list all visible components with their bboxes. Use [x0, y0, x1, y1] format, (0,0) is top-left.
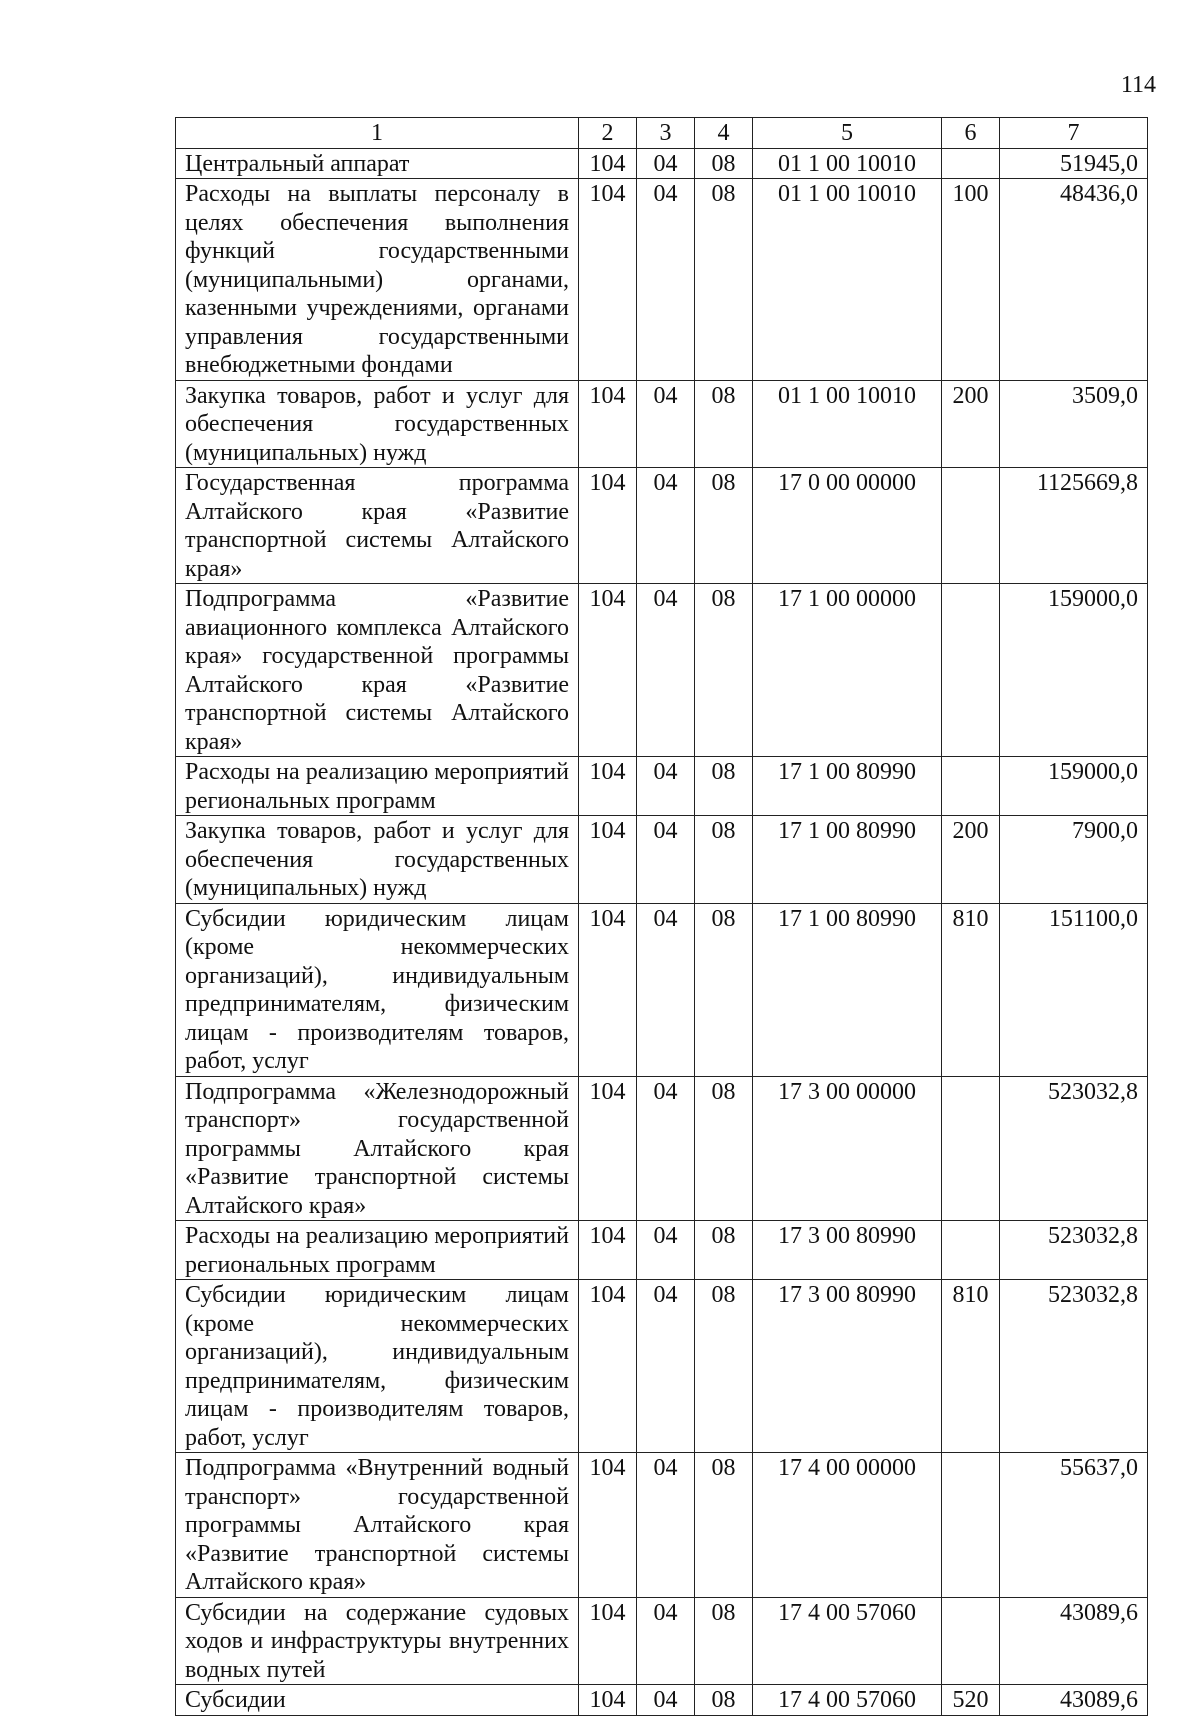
section-cell: 04	[637, 1221, 695, 1280]
expense-type-cell: 100	[942, 179, 1000, 381]
ministry-cell: 104	[579, 1597, 637, 1685]
section-cell: 04	[637, 1076, 695, 1221]
header-col-4: 4	[695, 118, 753, 149]
section-cell: 04	[637, 903, 695, 1076]
amount-cell: 3509,0	[1000, 380, 1148, 468]
target-article-cell: 17 1 00 80990	[753, 816, 942, 904]
name-cell: Расходы на реализацию мероприятий региональных программ	[176, 757, 579, 816]
section-cell: 04	[637, 1453, 695, 1598]
section-cell: 04	[637, 468, 695, 584]
name-cell: Субсидии юридическим лицам (кроме некоммерческих организаций), индивидуальным предпринимателям, физическим лицам - производителям товаров, работ, услуг	[176, 903, 579, 1076]
subsection-cell: 08	[695, 179, 753, 381]
subsection-cell: 08	[695, 468, 753, 584]
amount-cell: 55637,0	[1000, 1453, 1148, 1598]
name-cell: Закупка товаров, работ и услуг для обеспечения государственных (муниципальных) нужд	[176, 816, 579, 904]
name-cell: Государственная программа Алтайского края «Развитие транспортной системы Алтайского края»	[176, 468, 579, 584]
subsection-cell: 08	[695, 1597, 753, 1685]
section-cell: 04	[637, 1685, 695, 1716]
ministry-cell: 104	[579, 468, 637, 584]
target-article-cell: 17 3 00 80990	[753, 1280, 942, 1453]
ministry-cell: 104	[579, 1453, 637, 1598]
name-cell: Субсидии юридическим лицам (кроме некоммерческих организаций), индивидуальным предпринимателям, физическим лицам - производителям товаров, работ, услуг	[176, 1280, 579, 1453]
target-article-cell: 01 1 00 10010	[753, 148, 942, 179]
ministry-cell: 104	[579, 148, 637, 179]
header-col-1: 1	[176, 118, 579, 149]
header-col-2: 2	[579, 118, 637, 149]
expense-type-cell	[942, 148, 1000, 179]
table-row	[176, 816, 1148, 904]
name-cell: Расходы на выплаты персоналу в целях обеспечения выполнения функций государственными (муниципальными) органами, казенными учреждениями, органами управления государственными внебюджетными фондами	[176, 179, 579, 381]
section-cell: 04	[637, 179, 695, 381]
table-row	[176, 584, 1148, 757]
expense-type-cell: 810	[942, 903, 1000, 1076]
subsection-cell: 08	[695, 1453, 753, 1598]
amount-cell: 7900,0	[1000, 816, 1148, 904]
section-cell: 04	[637, 1597, 695, 1685]
ministry-cell: 104	[579, 1076, 637, 1221]
amount-cell: 523032,8	[1000, 1280, 1148, 1453]
target-article-cell: 17 3 00 80990	[753, 1221, 942, 1280]
target-article-cell: 01 1 00 10010	[753, 380, 942, 468]
ministry-cell: 104	[579, 584, 637, 757]
header-col-5: 5	[753, 118, 942, 149]
table-row	[176, 1280, 1148, 1453]
expense-type-cell	[942, 1076, 1000, 1221]
amount-cell: 51945,0	[1000, 148, 1148, 179]
name-cell: Субсидии на содержание судовых ходов и инфраструктуры внутренних водных путей	[176, 1597, 579, 1685]
name-cell: Закупка товаров, работ и услуг для обеспечения государственных (муниципальных) нужд	[176, 380, 579, 468]
ministry-cell: 104	[579, 179, 637, 381]
expense-type-cell	[942, 584, 1000, 757]
amount-cell: 151100,0	[1000, 903, 1148, 1076]
target-article-cell: 17 4 00 57060	[753, 1685, 942, 1716]
name-cell: Подпрограмма «Развитие авиационного комплекса Алтайского края» государственной программы Алтайского края «Развитие транспортной системы Алтайского края»	[176, 584, 579, 757]
ministry-cell: 104	[579, 903, 637, 1076]
section-cell: 04	[637, 584, 695, 757]
expense-type-cell	[942, 757, 1000, 816]
section-cell: 04	[637, 1280, 695, 1453]
section-cell: 04	[637, 148, 695, 179]
table-row	[176, 179, 1148, 381]
name-cell: Центральный аппарат	[176, 148, 579, 179]
expense-type-cell: 520	[942, 1685, 1000, 1716]
subsection-cell: 08	[695, 1685, 753, 1716]
table-row	[176, 380, 1148, 468]
ministry-cell: 104	[579, 1280, 637, 1453]
subsection-cell: 08	[695, 148, 753, 179]
subsection-cell: 08	[695, 1280, 753, 1453]
table-row	[176, 757, 1148, 816]
budget-table	[175, 117, 1148, 1716]
name-cell: Подпрограмма «Внутренний водный транспорт» государственной программы Алтайского края «Развитие транспортной системы Алтайского края»	[176, 1453, 579, 1598]
amount-cell: 159000,0	[1000, 757, 1148, 816]
table-row	[176, 1685, 1148, 1716]
ministry-cell: 104	[579, 816, 637, 904]
table-row	[176, 903, 1148, 1076]
ministry-cell: 104	[579, 1685, 637, 1716]
expense-type-cell: 200	[942, 816, 1000, 904]
amount-cell: 43089,6	[1000, 1685, 1148, 1716]
ministry-cell: 104	[579, 380, 637, 468]
amount-cell: 48436,0	[1000, 179, 1148, 381]
amount-cell: 523032,8	[1000, 1076, 1148, 1221]
expense-type-cell: 810	[942, 1280, 1000, 1453]
target-article-cell: 17 4 00 00000	[753, 1453, 942, 1598]
section-cell: 04	[637, 816, 695, 904]
subsection-cell: 08	[695, 757, 753, 816]
subsection-cell: 08	[695, 1076, 753, 1221]
target-article-cell: 17 1 00 80990	[753, 903, 942, 1076]
expense-type-cell	[942, 1221, 1000, 1280]
header-col-7: 7	[1000, 118, 1148, 149]
header-col-3: 3	[637, 118, 695, 149]
target-article-cell: 17 1 00 00000	[753, 584, 942, 757]
target-article-cell: 01 1 00 10010	[753, 179, 942, 381]
table-row	[176, 468, 1148, 584]
expense-type-cell	[942, 1597, 1000, 1685]
header-col-6: 6	[942, 118, 1000, 149]
target-article-cell: 17 0 00 00000	[753, 468, 942, 584]
amount-cell: 159000,0	[1000, 584, 1148, 757]
amount-cell: 523032,8	[1000, 1221, 1148, 1280]
expense-type-cell	[942, 1453, 1000, 1598]
header-row	[176, 118, 1148, 149]
expense-type-cell: 200	[942, 380, 1000, 468]
subsection-cell: 08	[695, 816, 753, 904]
subsection-cell: 08	[695, 1221, 753, 1280]
table-row	[176, 148, 1148, 179]
page-number: 114	[1120, 72, 1156, 98]
table-row	[176, 1453, 1148, 1598]
section-cell: 04	[637, 757, 695, 816]
amount-cell: 43089,6	[1000, 1597, 1148, 1685]
subsection-cell: 08	[695, 903, 753, 1076]
ministry-cell: 104	[579, 1221, 637, 1280]
name-cell: Подпрограмма «Железнодорожный транспорт» государственной программы Алтайского края «Развитие транспортной системы Алтайского края»	[176, 1076, 579, 1221]
subsection-cell: 08	[695, 380, 753, 468]
table-row	[176, 1597, 1148, 1685]
name-cell: Субсидии	[176, 1685, 579, 1716]
subsection-cell: 08	[695, 584, 753, 757]
target-article-cell: 17 4 00 57060	[753, 1597, 942, 1685]
target-article-cell: 17 3 00 00000	[753, 1076, 942, 1221]
expense-type-cell	[942, 468, 1000, 584]
name-cell: Расходы на реализацию мероприятий региональных программ	[176, 1221, 579, 1280]
target-article-cell: 17 1 00 80990	[753, 757, 942, 816]
section-cell: 04	[637, 380, 695, 468]
table-row	[176, 1076, 1148, 1221]
ministry-cell: 104	[579, 757, 637, 816]
amount-cell: 1125669,8	[1000, 468, 1148, 584]
table-row	[176, 1221, 1148, 1280]
